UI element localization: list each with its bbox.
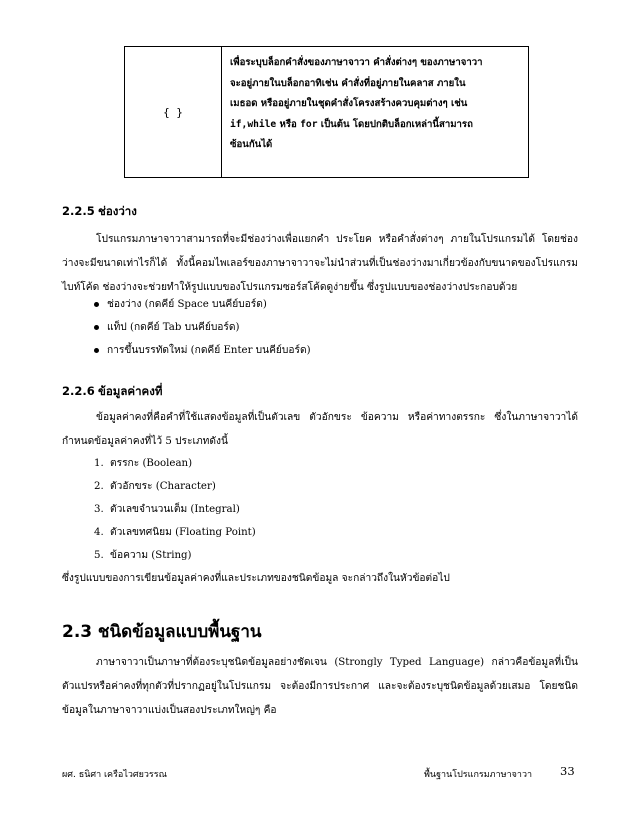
bullet-item (94, 319, 239, 335)
footer-book-title: พื้นฐานโปรแกรมภาษาจาวา (424, 770, 533, 780)
list-item (94, 478, 216, 494)
section-number: 2.2.6 (62, 384, 95, 398)
list-number: 4. (94, 527, 104, 538)
list-text: ตัวเลขทศนิยม (Floating Point) (110, 527, 256, 538)
list-text: ตรรกะ (Boolean) (110, 458, 193, 469)
symbol-text: { } (163, 105, 183, 119)
section-heading-2-2-5 (62, 203, 137, 221)
list-number: 2. (94, 481, 104, 492)
description-line: จะอยู่ภายในบล็อกอาทิเช่น คำสั่งที่อยู่ภายในคลาส ภายใน (230, 77, 466, 89)
list-item (94, 524, 256, 540)
list-item (94, 501, 240, 517)
description-cell (222, 47, 528, 177)
description-line: เมธอด หรืออยู่ภายในชุดคำสั่งโครงสร้างควบคุมต่างๆ เช่น (230, 98, 468, 110)
bullet-icon (94, 302, 99, 307)
paragraph-text: ข้อมูลค่าคงที่คือคำที่ใช้แสดงข้อมูลที่เป็นตัวเลข ตัวอักขระ ข้อความ หรือค่าทางตรรกะ ซึ่งในภาษาจาวาได้กำหนดข้อมูลค่าคงที่ไว้ 5 ประเภทดังนี้ (62, 412, 578, 447)
list-text: ข้อความ (String) (110, 550, 192, 561)
paragraph-whitespace (62, 228, 578, 300)
bullet-item (94, 342, 311, 358)
symbol-cell (125, 47, 222, 177)
description-line: เพื่อระบุบล็อกคำสั่งของภาษาจาวา คำสั่งต่างๆ ของภาษาจาวา (230, 57, 483, 68)
bullet-text: ช่องว่าง (กดคีย์ Space บนคีย์บอร์ด) (107, 299, 267, 310)
description-line: ซ้อนกันได้ (230, 139, 273, 151)
list-number: 3. (94, 504, 104, 515)
list-item (94, 455, 192, 471)
section-title: ชนิดข้อมูลแบบพื้นฐาน (97, 622, 262, 642)
paragraph-text: ภาษาจาวาเป็นภาษาที่ต้องระบุชนิดข้อมูลอย่างชัดเจน (Strongly Typed Language) กล่าวคือข้อมูลที่เป็นตัวแปรหรือค่าคงที่ทุกตัวที่ปรากฏอยู่ในโปรแกรม จะต้องมีการประกาศ และจะต้องระบุชนิดข้อมูลด้วยเสมอ โดยชนิดข้อมูลในภาษาจาวาแบ่งเป็นสองประเภทใหญ่ๆ คือ (62, 657, 578, 716)
bullet-item (94, 296, 267, 312)
bullet-icon (94, 325, 99, 330)
description-text: เป็นต้น โดยปกติบล็อกเหล่านี้สามารถ (317, 118, 473, 130)
bullet-text: แท็ป (กดคีย์ Tab บนคีย์บอร์ด) (107, 322, 240, 333)
paragraph-text: โปรแกรมภาษาจาวาสามารถที่จะมีช่องว่างเพื่อแยกคำ ประโยค หรือคำสั่งต่างๆ ภายในโปรแกรมได้ โดยช่องว่างจะมีขนาดเท่าไรก็ได้ ทั้งนี้คอมไพเลอร์ของภาษาจาวาจะไม่นำส่วนที่เป็นช่องว่างมาเกี่ยวข้องกับขนาดของโปรแกรมไบท์โค้ด ช่องว่างจะช่วยทำให้รูปแบบของโปรแกรมซอร์สโค้ดดูง่ายขึ้น ซึ่งรูปแบบของช่องว่างประกอบด้วย (62, 234, 578, 293)
footer-author: ผศ. ธนิศา เครือไวศยวรรณ (62, 770, 167, 780)
list-number: 5. (94, 550, 104, 561)
paragraph-primitive-types (62, 651, 578, 723)
code-keyword: if,while (230, 118, 277, 130)
list-number: 1. (94, 458, 104, 469)
page-number: 33 (560, 764, 575, 778)
list-text: ตัวเลขจำนวนเต็ม (Integral) (110, 504, 240, 515)
section-heading-2-2-6 (62, 383, 162, 401)
symbol-table (124, 46, 529, 178)
section-title: ข้อมูลค่าคงที่ (98, 384, 163, 398)
bullet-text: การขึ้นบรรทัดใหม่ (กดคีย์ Enter บนคีย์บอร์ด) (107, 345, 311, 356)
list-item (94, 547, 192, 563)
section-title: ช่องว่าง (98, 204, 137, 218)
or-text: หรือ (276, 118, 301, 130)
closing-line: ซึ่งรูปแบบของการเขียนข้อมูลค่าคงที่และประเภทของชนิดข้อมูล จะกล่าวถึงในหัวข้อต่อไป (62, 573, 450, 584)
section-heading-2-3 (62, 618, 262, 645)
paragraph-constants (62, 406, 578, 454)
description-line (230, 115, 522, 136)
list-text: ตัวอักขระ (Character) (110, 481, 216, 492)
code-keyword: for (300, 118, 318, 130)
bullet-icon (94, 348, 99, 353)
section-number: 2.2.5 (62, 204, 95, 218)
section-number: 2.3 (62, 622, 93, 642)
